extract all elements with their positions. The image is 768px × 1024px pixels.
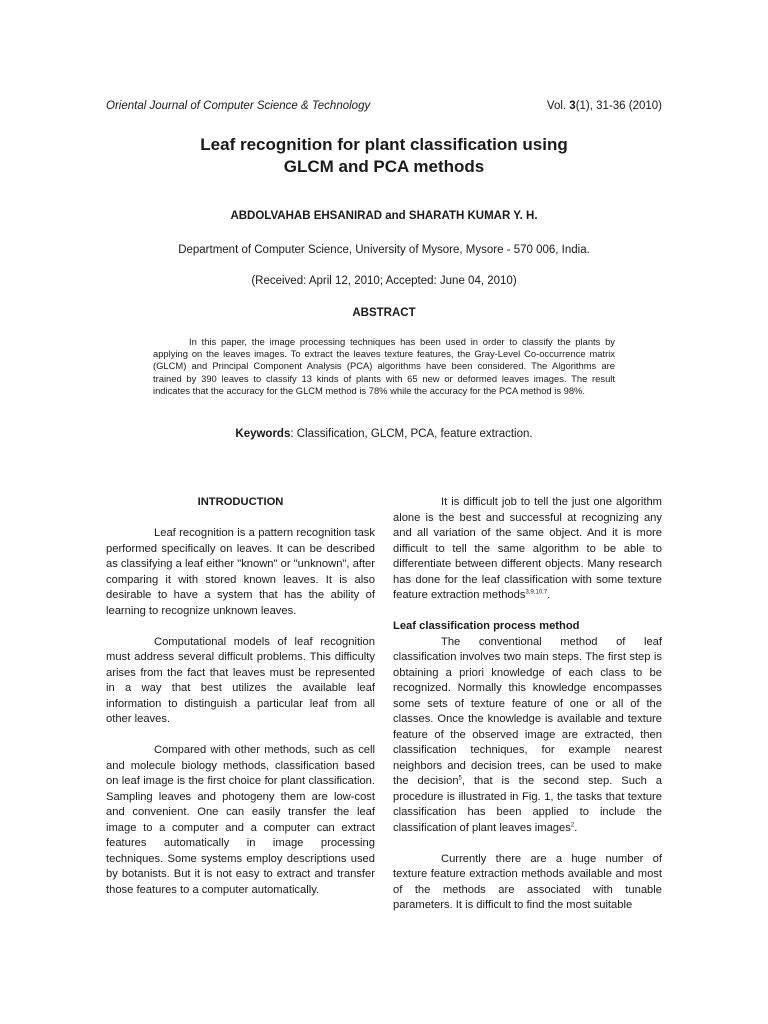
keywords-label: Keywords [235,428,291,440]
introduction-heading: INTRODUCTION [197,496,284,508]
period: . [547,589,551,601]
section-subheading: Leaf classification process method [393,620,580,632]
journal-name: Oriental Journal of Computer Science & Technology [106,100,371,112]
keywords-text: : Classification, GLCM, PCA, feature extraction. [290,428,533,440]
intro-paragraph-2: Computational models of leaf recognition must address several difficult problems. This difficulty arises from the fact that leaves must be represented in a way that best utilizes the available leaf information to distinguish a particular leaf from all other leaves. [106,635,375,725]
right-paragraph-2-part-b: , that is the second step. Such a procedure is illustrated in Fig. 1, the tasks that texture classification has been applied to include the classification of plant leaves images [393,775,662,834]
running-header [106,100,662,116]
paper-title [106,134,662,178]
volume-info [547,100,662,112]
citation-ref: 5 [458,775,462,782]
intro-paragraph-1: Leaf recognition is a pattern recognition task performed specifically on leaves. It can be described as classifying a leaf either "known" or "unknown", after comparing it with stored known leaves. It is also desirable to have a system that has the ability of learning to recognize unknown leaves. [106,527,375,617]
authors: ABDOLVAHAB EHSANIRAD and SHARATH KUMAR Y. H. [230,210,538,222]
citation-ref: 3,9,10,7 [525,589,548,596]
received-dates: (Received: April 12, 2010; Accepted: June 04, 2010) [251,275,517,287]
right-column [393,495,662,914]
right-paragraph-2-part-a: The conventional method of leaf classification involves two main steps. The first step is obtaining a priori knowledge of each class to be recognized. Normally this knowledge encompasses some sets of texture feature of one or all of the classes. Once the knowledge is available and texture feature of the observed image are extracted, then classification techniques, for example nearest neighbors and decision trees, can be used to make the decision [393,635,662,787]
title-line-2: GLCM and PCA methods [283,157,485,176]
volume-suffix: (1), 31-36 (2010) [575,100,662,112]
abstract-text: In this paper, the image processing techniques has been used in order to classify the plants by applying on the leaves images. To extract the leaves texture features, the Gray-Level Co-occurrence matrix (GLCM) and Principal Component Analysis (PCA) algorithms have been considered. The Algorithms are trained by 390 leaves to classify 13 kinds of plants with 65 new or deformed leaves images. The result indicates that the accuracy for the GLCM method is 78% while the accuracy for the PCA method is 98%. [153,336,615,396]
right-paragraph-2 [393,635,662,837]
right-paragraph-1-text: It is difficult job to tell the just one algorithm alone is the best and successful at recognizing any and all variation of the same object. And it is more difficult to tell the same algorithm to be able to differentiate between different objects. Many research has done for the leaf classification with some texture feature extraction methods [393,496,662,601]
right-paragraph-3: Currently there are a huge number of texture feature extraction methods available and most of the methods are associated with tunable parameters. It is difficult to find the most suitable [393,852,662,911]
period: . [574,821,578,834]
citation-ref: 2 [570,821,575,828]
abstract-body [153,336,615,397]
volume-number: 3 [569,100,576,112]
intro-paragraph-3: Compared with other methods, such as cell and molecule biology methods, classification based on leaf image is the first choice for plant classification. Sampling leaves and photogeny them are low-cost and convenient. One can easily transfer the leaf image to a computer and a computer can extract features automatically in image processing techniques. Some systems employ descriptions used by botanists. But it is not easy to extract and transfer those features to a computer automatically. [106,744,375,896]
left-column [106,495,375,898]
right-paragraph-1 [393,495,662,604]
abstract-heading: ABSTRACT [352,307,416,319]
volume-prefix: Vol. [546,100,570,112]
affiliation: Department of Computer Science, University of Mysore, Mysore - 570 006, India. [178,244,590,256]
keywords [106,428,662,440]
title-line-1: Leaf recognition for plant classification using [200,135,568,154]
